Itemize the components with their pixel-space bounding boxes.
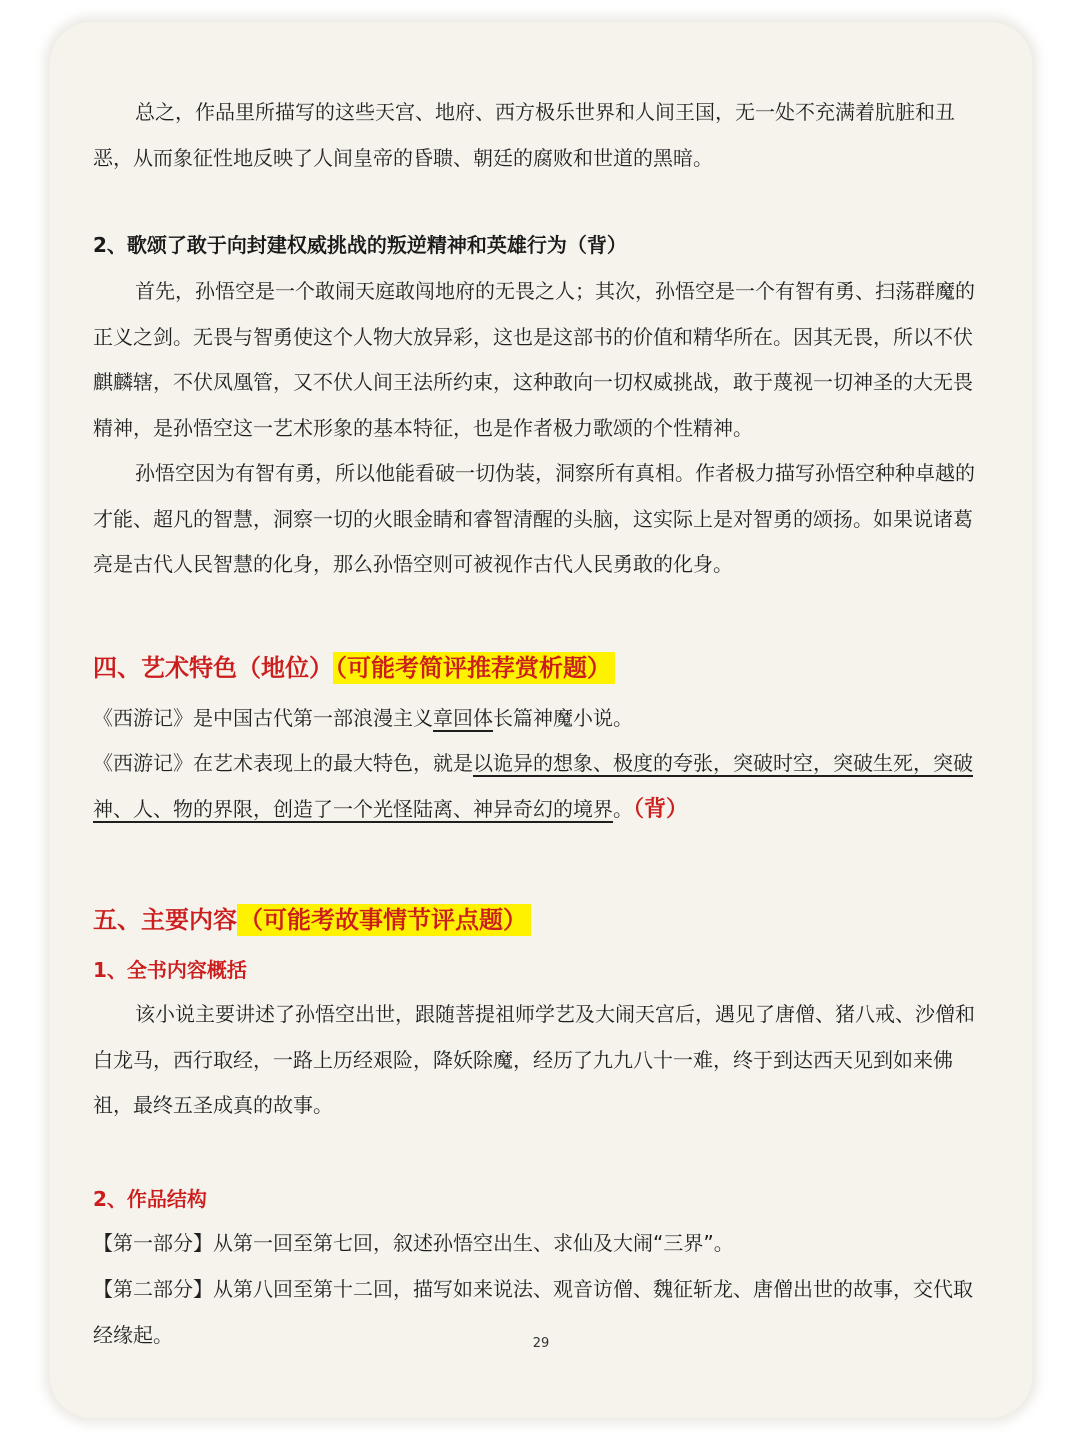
section4-line1-underlined: 章回体 xyxy=(433,706,493,730)
section5-highlight: （可能考故事情节评点题） xyxy=(237,904,531,936)
theme2-heading: 2、歌颂了敢于向封建权威挑战的叛逆精神和英雄行为（背） xyxy=(93,233,627,257)
section4-line-1 xyxy=(93,696,991,742)
intro-paragraph: 总之，作品里所描写的这些天宫、地府、西方极乐世界和人间王国，无一处不充满着肮脏和丑恶，从而象征性地反映了人间皇帝的昏聩、朝廷的腐败和世道的黑暗。 xyxy=(93,100,955,170)
theme2-paragraph-2: 孙悟空因为有智有勇，所以他能看破一切伪装，洞察所有真相。作者极力描写孙悟空种种卓越的才能、超凡的智慧，洞察一切的火眼金睛和睿智清醒的头脑，这实际上是对智勇的颂扬。如果说诸葛亮是古代人民智慧的化身，那么孙悟空则可被视作古代人民勇敢的化身。 xyxy=(93,461,975,576)
page-number: 29 xyxy=(532,1336,550,1351)
section4-line1-post: 长篇神魔小说。 xyxy=(493,706,633,730)
document-page xyxy=(50,22,1032,1418)
section4-highlight: （可能考简评推荐赏析题） xyxy=(333,652,615,684)
section4-line-2 xyxy=(93,741,991,832)
section4-heading-text: 四、艺术特色（地位） xyxy=(93,654,333,682)
section5-heading xyxy=(93,901,531,939)
structure-part-2: 【第二部分】从第八回至第十二回，描写如来说法、观音访僧、魏征斩龙、唐僧出世的故事，交代取经缘起。 xyxy=(93,1277,973,1347)
section5-sub2-heading: 2、作品结构 xyxy=(93,1187,207,1211)
section4-line2-underlined: 以诡异的想象、极度的夸张，突破时空，突破生死，突破神、人、物的界限，创造了一个光怪陆离、神异奇幻的境界 xyxy=(93,751,973,821)
section5-heading-text: 五、主要内容 xyxy=(93,906,237,934)
theme2-paragraph-1: 首先，孙悟空是一个敢闹天庭敢闯地府的无畏之人；其次，孙悟空是一个有智有勇、扫荡群魔的正义之剑。无畏与智勇使这个人物大放异彩，这也是这部书的价值和精华所在。因其无畏，所以不伏麒麟辖，不伏凤凰管，又不伏人间王法所约束，这种敢向一切权威挑战，敢于蔑视一切神圣的大无畏精神，是孙悟空这一艺术形象的基本特征，也是作者极力歌颂的个性精神。 xyxy=(93,279,975,440)
structure-part-1: 【第一部分】从第一回至第七回，叙述孙悟空出生、求仙及大闹“三界”。 xyxy=(93,1231,734,1255)
section4-line2-post: 。 xyxy=(613,796,633,821)
section5-sub1-heading: 1、全书内容概括 xyxy=(93,958,247,982)
section4-line2-pre: 《西游记》在艺术表现上的最大特色，就是 xyxy=(93,751,473,775)
section5-sub1-paragraph: 该小说主要讲述了孙悟空出世，跟随菩提祖师学艺及大闹天宫后，遇见了唐僧、猪八戒、沙僧和白龙马，西行取经，一路上历经艰险，降妖除魔，经历了九九八十一难，终于到达西天见到如来佛祖，最终五圣成真的故事。 xyxy=(93,1002,975,1117)
section4-line1-pre: 《西游记》是中国古代第一部浪漫主义 xyxy=(93,706,433,730)
recite-mark: （背） xyxy=(633,796,689,822)
section4-heading xyxy=(93,649,615,687)
